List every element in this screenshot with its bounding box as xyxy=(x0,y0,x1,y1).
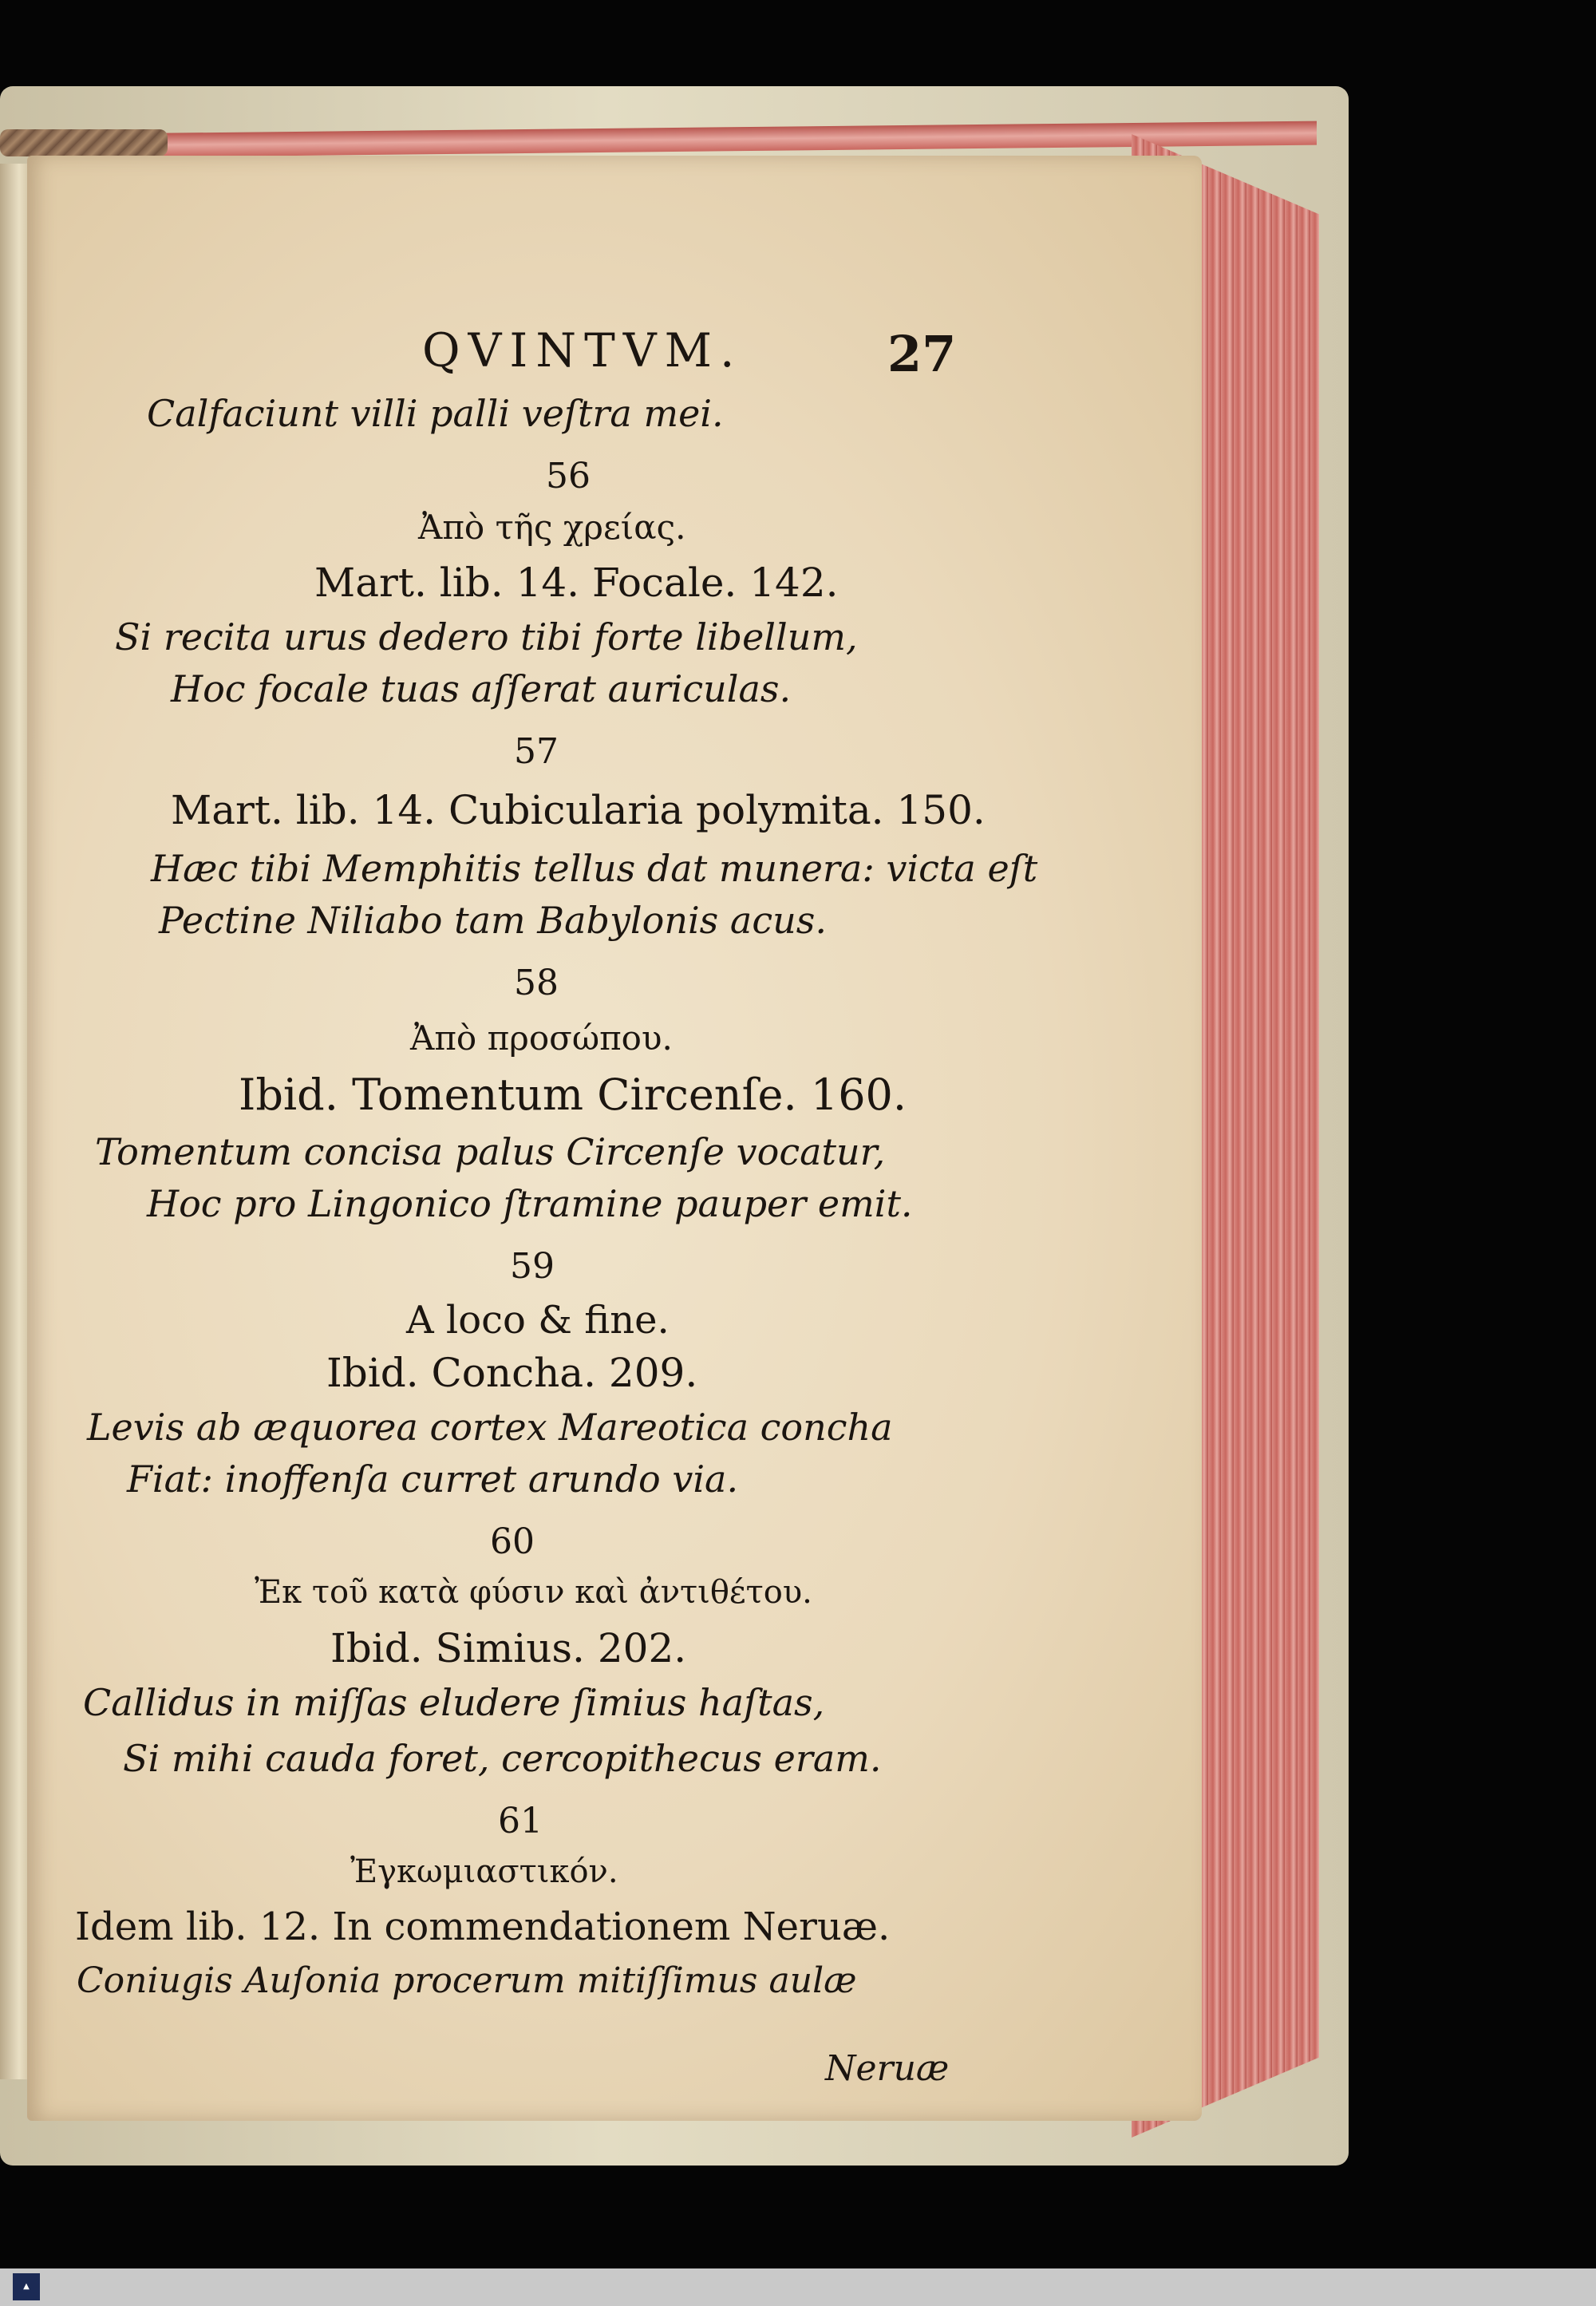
headband xyxy=(0,129,168,156)
book-page xyxy=(27,156,1202,2121)
section-number: 60 xyxy=(490,1521,535,1562)
section-number: 58 xyxy=(514,963,559,1003)
verse-line: Pectine Niliabo tam Babylonis acus. xyxy=(159,899,827,942)
greek-heading: Ἀπὸ προσώπου. xyxy=(410,1019,673,1058)
source-line: Ibid. Concha. 209. xyxy=(326,1350,698,1396)
running-head: QVINTVM. xyxy=(422,323,743,378)
library-logo-icon: ▲ xyxy=(13,2273,40,2300)
source-line: Idem lib. 12. In commendationem Neruæ. xyxy=(75,1905,891,1949)
verse-line: Hoc pro Lingonico ſtramine pauper emit. xyxy=(147,1182,913,1225)
verse-line: Hoc focale tuas aſſerat auriculas. xyxy=(171,667,792,710)
verse-line: Callidus in miſſas eludere ſimius haſtas, xyxy=(83,1681,825,1724)
section-number: 57 xyxy=(514,731,559,772)
source-line: Mart. lib. 14. Cubicularia polymita. 150. xyxy=(171,787,986,833)
section-number: 59 xyxy=(510,1246,555,1287)
section-number: 61 xyxy=(498,1801,543,1841)
verse-line: Coniugis Auſonia procerum mitiſſimus aulæ xyxy=(77,1960,857,2001)
page-number: 27 xyxy=(887,325,957,383)
viewer-footer-bar xyxy=(0,2268,1596,2306)
verse-line: Fiat: inoffenſa curret arundo via. xyxy=(127,1458,739,1501)
verse-line: Levis ab æquorea cortex Mareotica concha xyxy=(87,1406,893,1449)
section-heading: A loco & fine. xyxy=(406,1298,670,1343)
verse-line: Hæc tibi Memphitis tellus dat munera: victa eſt xyxy=(151,847,1038,890)
verse-line: Calfaciunt villi palli veſtra mei. xyxy=(147,392,724,435)
verse-line: Si recita urus dedero tibi forte libellum, xyxy=(115,615,858,659)
verse-line: Tomentum concisa palus Circenſe vocatur, xyxy=(95,1130,886,1173)
section-number: 56 xyxy=(546,456,591,496)
source-line: Ibid. Simius. 202. xyxy=(330,1625,687,1671)
catchword: Neruæ xyxy=(825,2048,950,2089)
source-line: Ibid. Tomentum Circenſe. 160. xyxy=(239,1070,907,1120)
source-line: Mart. lib. 14. Focale. 142. xyxy=(314,560,839,606)
verse-line: Si mihi cauda foret, cercopithecus eram. xyxy=(123,1737,882,1780)
greek-heading: Ἀπὸ τῆς χρείας. xyxy=(418,508,686,547)
greek-heading: Ἐκ τοῦ κατὰ φύσιν καὶ ἀντιθέτου. xyxy=(255,1574,812,1611)
greek-heading: Ἐγκωμιαστικόν. xyxy=(350,1853,618,1890)
